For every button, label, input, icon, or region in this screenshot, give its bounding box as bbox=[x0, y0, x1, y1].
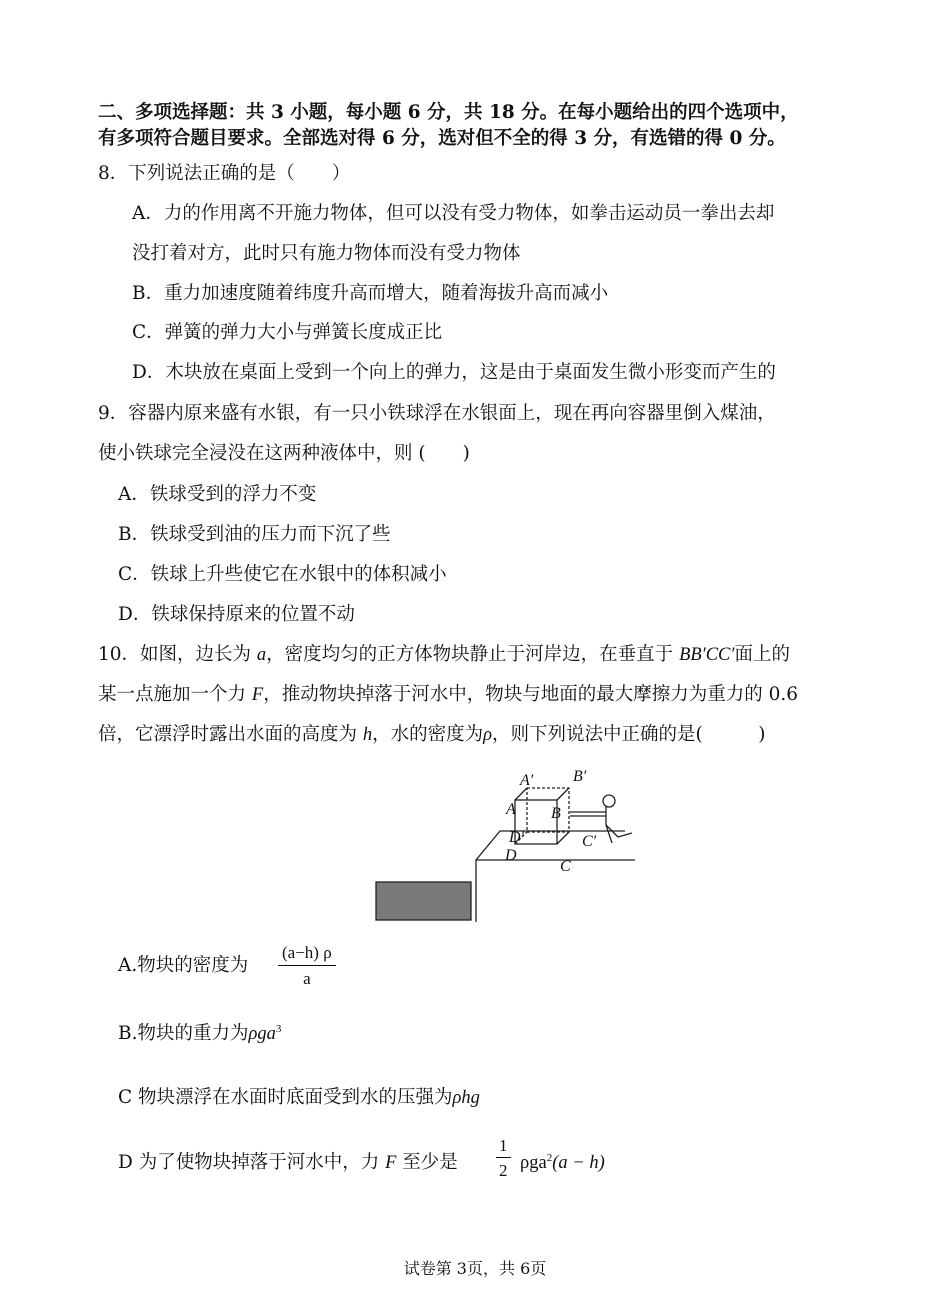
label-D-prime: D′ bbox=[509, 829, 525, 846]
face-label: BB′CC′ bbox=[679, 645, 735, 665]
fraction-numerator: (a−h) ρ bbox=[278, 943, 336, 966]
water-block bbox=[376, 882, 471, 920]
q10-option-a-fraction bbox=[278, 943, 336, 990]
q10-option-d-expr: ρga$^2$(a − h) bbox=[520, 1151, 605, 1173]
q10-stem-line2: 某一点施加一个力 F，推动物块掉落于河水中，物块与地面的最大摩擦力为重力的 0.6 bbox=[98, 684, 799, 705]
q8-stem: 8．下列说法正确的是（ ） bbox=[98, 163, 351, 184]
q9-stem-line2: 使小铁球完全浸没在这两种液体中，则 ( ) bbox=[98, 443, 470, 464]
section-header-line2: 有多项符合题目要求。全部选对得 6 分，选对但不全的得 3 分，有选错的得 0 分。 bbox=[98, 128, 786, 149]
q8-option-d: D．木块放在桌面上受到一个向上的弹力，这是由于桌面发生微小形变而产生的 bbox=[132, 362, 776, 383]
person-figure bbox=[570, 795, 632, 843]
river-bank bbox=[476, 831, 625, 922]
label-C: C bbox=[560, 858, 571, 875]
var-rho: ρ bbox=[483, 725, 493, 745]
q9-option-d: D．铁球保持原来的位置不动 bbox=[118, 604, 355, 625]
q8-option-c: C．弹簧的弹力大小与弹簧长度成正比 bbox=[132, 322, 443, 343]
label-A: A bbox=[506, 801, 516, 818]
q9-option-c: C．铁球上升些使它在水银中的体积减小 bbox=[118, 564, 447, 585]
q10-option-a-text: A.物块的密度为 bbox=[118, 955, 249, 976]
q9-stem-line1: 9．容器内原来盛有水银，有一只小铁球浮在水银面上，现在再向容器里倒入煤油， bbox=[98, 403, 776, 424]
q9-option-b: B．铁球受到油的压力而下沉了些 bbox=[118, 524, 391, 545]
q10-stem-line1: 10．如图，边长为 a，密度均匀的正方体物块静止于河岸边，在垂直于 BB′CC′面上的 bbox=[98, 644, 790, 665]
label-D: D bbox=[505, 847, 517, 864]
q9-option-a: A．铁球受到的浮力不变 bbox=[118, 484, 317, 505]
var-a: a bbox=[256, 645, 267, 665]
label-C-prime: C′ bbox=[582, 833, 597, 850]
q10-option-b: B.物块的重力为ρga$^3$ bbox=[118, 1022, 282, 1044]
q8-option-a-line1: A．力的作用离不开施力物体，但可以没有受力物体，如拳击运动员一拳出去却 bbox=[132, 203, 775, 224]
q8-option-a-line2: 没打着对方，此时只有施力物体而没有受力物体 bbox=[132, 243, 521, 264]
var-h: h bbox=[362, 725, 373, 745]
q8-option-b: B．重力加速度随着纬度升高而增大，随着海拔升高而减小 bbox=[132, 283, 609, 304]
var-F: F bbox=[251, 685, 264, 705]
section-header-line1: 二、多项选择题：共 3 小题，每小题 6 分，共 18 分。在每小题给出的四个选项中， bbox=[98, 102, 799, 123]
q10-option-d-text: D 为了使物块掉落于河水中，力 F 至少是 bbox=[118, 1152, 458, 1173]
page-footer: 试卷第 3页，共 6页 bbox=[403, 1259, 547, 1278]
q10-option-d-fraction: $\frac{1}{2}$ bbox=[496, 1136, 511, 1182]
q10-option-c: C 物块漂浮在水面时底面受到水的压强为ρhg bbox=[118, 1087, 480, 1108]
label-B: B bbox=[551, 805, 561, 822]
label-B-prime: B′ bbox=[573, 768, 587, 785]
q10-stem-line3: 倍，它漂浮时露出水面的高度为 h，水的密度为ρ，则下列说法中正确的是( ) bbox=[98, 724, 766, 745]
fraction-denominator: a bbox=[303, 969, 311, 988]
label-A-prime: A′ bbox=[520, 772, 534, 789]
q10-figure bbox=[370, 765, 670, 930]
